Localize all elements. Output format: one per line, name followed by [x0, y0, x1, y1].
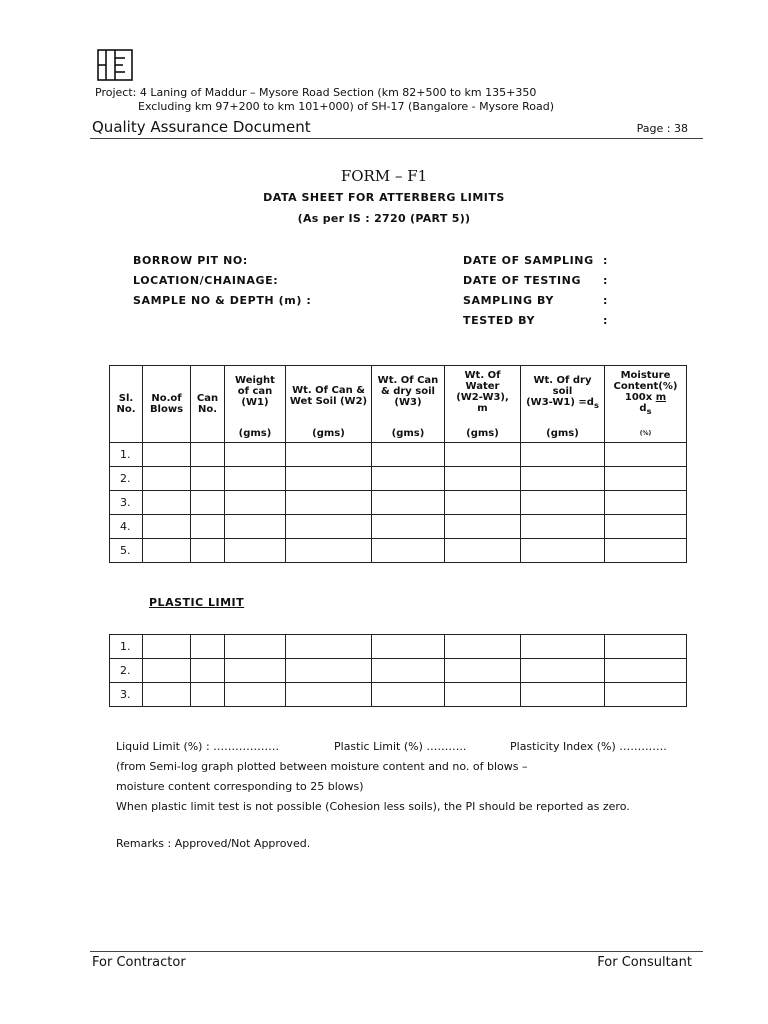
table-row	[110, 515, 687, 539]
header-sl-no: Sl. No.	[110, 366, 143, 443]
limits-line	[116, 737, 667, 757]
page-number: Page : 38	[636, 122, 688, 135]
field-colon: :	[603, 294, 608, 307]
remarks: Remarks : Approved/Not Approved.	[116, 837, 311, 850]
header-can-no: Can No.	[191, 366, 225, 443]
field-location: LOCATION/CHAINAGE:	[133, 274, 279, 287]
footer-divider	[90, 951, 703, 952]
form-title: FORM – F1	[340, 167, 428, 185]
header-water: Wt. Of Water (W2-W3), m (gms)	[445, 366, 521, 443]
document-title: Quality Assurance Document	[92, 118, 311, 136]
field-label: DATE OF SAMPLING	[463, 254, 594, 267]
note-line: When plastic limit test is not possible (Cohesion less soils), the PI should be reported as zero.	[116, 800, 630, 813]
table-row	[110, 683, 687, 707]
field-label: SAMPLING BY	[463, 294, 554, 307]
row-serial: 1.	[110, 443, 143, 467]
table-row	[110, 491, 687, 515]
field-sampling-by	[463, 291, 608, 311]
sheet-standard: (As per IS : 2720 (PART 5))	[297, 212, 471, 225]
sheet-title: DATA SHEET FOR ATTERBERG LIMITS	[263, 191, 505, 204]
field-borrow-pit: BORROW PIT NO:	[133, 254, 248, 267]
header-no-of-blows: No.of Blows	[143, 366, 191, 443]
field-label: DATE OF TESTING	[463, 274, 582, 287]
plastic-limit-heading: PLASTIC LIMIT	[149, 596, 245, 609]
sample-fields-left	[133, 251, 311, 311]
row-serial: 3.	[110, 683, 143, 707]
table-row	[110, 443, 687, 467]
sample-fields-right	[463, 251, 608, 331]
contractor-signature-label: For Contractor	[92, 955, 186, 970]
field-date-testing	[463, 271, 608, 291]
header-weight-can: Weight of can (W1) (gms)	[225, 366, 286, 443]
liquid-limit-table	[109, 365, 687, 563]
row-serial: 2.	[110, 659, 143, 683]
liquid-limit-entry: Liquid Limit (%) : ………………	[116, 740, 280, 753]
field-tested-by	[463, 311, 608, 331]
note-line: moisture content corresponding to 25 blows)	[116, 780, 364, 793]
project-description	[95, 86, 554, 114]
table-row	[110, 467, 687, 491]
note-line: (from Semi-log graph plotted between moisture content and no. of blows –	[116, 760, 528, 773]
field-colon: :	[603, 274, 608, 287]
row-serial: 4.	[110, 515, 143, 539]
header-dry-soil: Wt. Of Can & dry soil (W3) (gms)	[372, 366, 445, 443]
row-serial: 1.	[110, 635, 143, 659]
plasticity-index-entry: Plasticity Index (%) ………….	[510, 740, 667, 753]
plastic-limit-table	[109, 634, 687, 707]
row-serial: 3.	[110, 491, 143, 515]
consultant-signature-label: For Consultant	[597, 955, 692, 970]
project-line-2: Excluding km 97+200 to km 101+000) of SH-17 (Bangalore - Mysore Road)	[138, 100, 555, 113]
field-colon: :	[603, 314, 608, 327]
row-serial: 2.	[110, 467, 143, 491]
header-divider	[90, 138, 703, 139]
notes-section	[116, 737, 667, 817]
table-row	[110, 539, 687, 563]
table-header-row	[110, 366, 687, 443]
table-row	[110, 635, 687, 659]
company-logo-icon	[97, 49, 133, 81]
project-line-1: Project: 4 Laning of Maddur – Mysore Road Section (km 82+500 to km 135+350	[95, 86, 537, 99]
plastic-limit-entry: Plastic Limit (%) ………..	[334, 740, 467, 753]
table-row	[110, 659, 687, 683]
row-serial: 5.	[110, 539, 143, 563]
field-sample-depth: SAMPLE NO & DEPTH (m) :	[133, 294, 312, 307]
header-wet-soil: Wt. Of Can & Wet Soil (W2) (gms)	[286, 366, 372, 443]
header-moisture-content: Moisture Content(%) 100x m $d_s$ (%)	[605, 366, 687, 443]
field-colon: :	[603, 254, 608, 267]
header-dry-soil-weight: Wt. Of dry soil $(W3-W1) =d_s$ (gms)	[521, 366, 605, 443]
field-label: TESTED BY	[463, 314, 536, 327]
field-date-sampling	[463, 251, 608, 271]
